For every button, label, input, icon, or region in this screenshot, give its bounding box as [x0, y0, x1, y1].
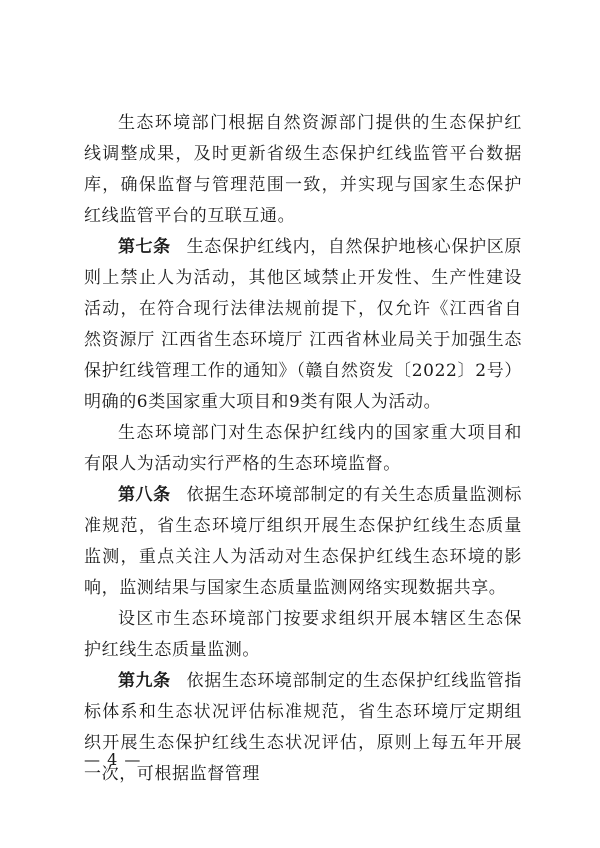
paragraph-article-9 — [84, 666, 522, 790]
page-number: — 4 — — [84, 750, 142, 769]
article-heading: 第八条 — [118, 485, 171, 505]
article-heading: 第七条 — [118, 237, 171, 257]
paragraph-5 — [84, 604, 522, 666]
paragraph-3 — [84, 418, 522, 480]
paragraph-text: 生态环境部门对生态保护红线内的国家重大项目和有限人为活动实行严格的生态环境监督。 — [84, 423, 522, 474]
paragraph-text: 生态环境部门根据自然资源部门提供的生态保护红线调整成果，及时更新省级生态保护红线监管平台数据库，确保监督与管理范围一致，并实现与国家生态保护红线监管平台的互联互通。 — [84, 113, 522, 226]
paragraph-article-7 — [84, 232, 522, 418]
paragraph-article-8 — [84, 480, 522, 604]
paragraph-1 — [84, 108, 522, 232]
paragraph-text: 依据生态环境部制定的生态保护红线监管指标体系和生态状况评估标准规范，省生态环境厅定期组织开展生态保护红线生态状况评估，原则上每五年开展一次，可根据监督管理 — [84, 671, 522, 784]
paragraph-text: 设区市生态环境部门按要求组织开展本辖区生态保护红线生态质量监测。 — [84, 609, 522, 660]
article-heading: 第九条 — [118, 671, 171, 691]
paragraph-text: 生态保护红线内，自然保护地核心保护区原则上禁止人为活动，其他区域禁止开发性、生产性建设活动，在符合现行法律法规前提下，仅允许《江西省自然资源厅 江西省生态环境厅 江西省林业局关于加强生态保护红线管理工作的通知》（赣自然资发〔2022〕2号）明确的6类国家重大项目和9类有限人为活动。 — [84, 237, 522, 412]
document-body — [84, 108, 522, 790]
paragraph-text: 依据生态环境部制定的有关生态质量监测标准规范，省生态环境厅组织开展生态保护红线生态质量监测，重点关注人为活动对生态保护红线生态环境的影响，监测结果与国家生态质量监测网络实现数据共享。 — [84, 485, 522, 598]
